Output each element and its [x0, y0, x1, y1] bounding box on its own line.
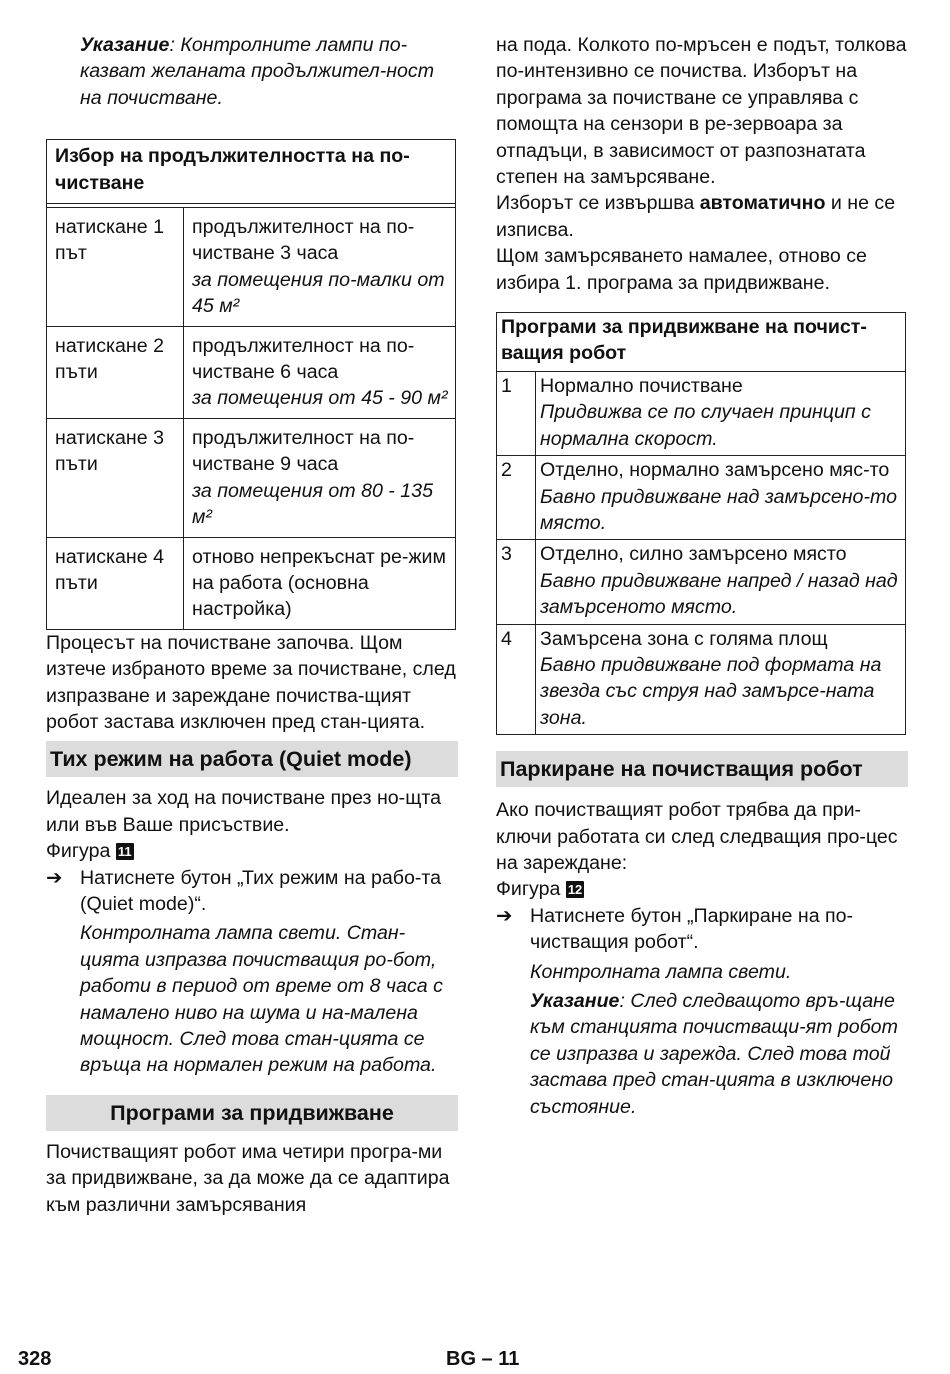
- duration-text: продължителност на по-чистване 3 часа: [192, 216, 415, 265]
- program-table-header-row: [497, 313, 906, 372]
- auto-bold: автоматично: [699, 192, 826, 215]
- programs-heading: Програми за придвижване: [46, 1095, 458, 1131]
- program-reset-text: Щом замърсяването намалее, отново се избира 1. програма за придвижване.: [496, 245, 867, 294]
- figure-number-badge: 12: [567, 882, 583, 898]
- room-size-text: за помещения от 80 - 135 м²: [192, 479, 433, 529]
- duration-cell: [184, 326, 456, 418]
- program-cell: [536, 456, 906, 540]
- programs-continued-text: на пода. Колкото по-мръсен е подът, толкова по-интензивно се почиства. Изборът на програма за почистване се управлява с помощта на сензори в ре-зервоара за отпадъци, в зависимост от разпознатата степен на замърсяване.: [496, 34, 907, 189]
- duration-table-header-row: [47, 140, 456, 204]
- page-code: BG – 11: [446, 1348, 520, 1370]
- duration-table: [46, 139, 456, 630]
- press-count: натискане 2 пъти: [47, 326, 184, 418]
- table-row: [497, 540, 906, 624]
- cleaning-process-text: Процесът на почистване започва. Щом изтече избраното време за почистване, след изпразване и зареждане почиства-щият робот застава изключен пред стан-цията.: [46, 631, 456, 733]
- note-label: Указание: [530, 990, 620, 1012]
- duration-text: продължителност на по-чистване 6 часа: [192, 334, 415, 384]
- table-row: [47, 326, 456, 418]
- left-column: [46, 32, 458, 1218]
- duration-text: продължителност на по-чистване 9 часа: [192, 426, 415, 476]
- auto-pre: Изборът се извършва: [496, 192, 700, 215]
- table-row: [497, 371, 906, 455]
- press-count: натискане 4 пъти: [47, 537, 184, 629]
- program-table-header: Програми за придвижване на почист-ващия робот: [497, 313, 906, 372]
- duration-cell: [184, 208, 456, 327]
- parking-figure-ref: [496, 876, 908, 902]
- arrow-right-icon: ➔: [46, 866, 63, 889]
- program-cell: [536, 371, 906, 455]
- program-number: 3: [497, 540, 536, 624]
- duration-note: [46, 32, 458, 111]
- quiet-figure-ref: [46, 838, 458, 864]
- parking-intro: Ако почистващият робот трябва да при-ключи работата си след следващия про-цес на зареждане:: [496, 799, 898, 874]
- program-title: Замърсена зона с голяма площ: [540, 627, 828, 650]
- parking-heading: Паркиране на почистващия робот: [496, 751, 908, 787]
- program-desc: Бавно придвижване напред / назад над замърсеното място.: [540, 569, 898, 619]
- program-table: [496, 312, 906, 735]
- table-row: [47, 208, 456, 327]
- table-row: [47, 537, 456, 629]
- press-count: натискане 3 пъти: [47, 418, 184, 537]
- program-cell: [536, 624, 906, 735]
- press-count: натискане 1 път: [47, 208, 184, 327]
- quiet-result: Контролната лампа свети. Стан-цията изпразва почистващия ро-бот, работи в период от време от 8 часа с намалено ниво на шума и на-малена мощност. След това стан-цията се връща на нормален режим на работа.: [80, 922, 443, 1077]
- programs-intro: Почистващият робот има четири програ-ми за придвижване, за да може да се адаптира към различни замърсявания: [46, 1140, 450, 1216]
- quiet-step: [46, 865, 458, 918]
- program-desc: Придвижва се по случаен принцип с нормална скорост.: [540, 401, 871, 450]
- quiet-step-text: Натиснете бутон „Тих режим на рабо-та (Quiet mode)“.: [80, 866, 442, 915]
- figure-number-badge: 11: [117, 844, 132, 860]
- room-size-text: за помещения от 45 - 90 м²: [192, 387, 448, 410]
- auto-post: и не се изписва.: [496, 192, 896, 241]
- parking-result: Контролната лампа свети.: [530, 960, 792, 983]
- table-row: [497, 624, 906, 735]
- note-text: : Контролните лампи по-казват желаната продължител-ност на почистване.: [80, 34, 435, 109]
- quiet-mode-intro: Идеален за ход на почистване през но-щта или във Ваше присъствие.: [46, 787, 441, 836]
- figure-label: Фигура: [46, 840, 111, 863]
- duration-cell: [184, 418, 456, 537]
- program-desc: Бавно придвижване под формата на звезда със струя над замърсе-ната зона.: [540, 653, 882, 729]
- program-desc: Бавно придвижване над замърсено-то място.: [540, 485, 897, 534]
- arrow-right-icon: ➔: [496, 904, 513, 927]
- program-number: 2: [497, 456, 536, 540]
- parking-step-text: Натиснете бутон „Паркиране на по-чистващия робот“.: [530, 904, 854, 954]
- program-title: Отделно, нормално замърсено мяс-то: [540, 459, 890, 482]
- figure-label: Фигура: [496, 878, 561, 901]
- table-row: [47, 418, 456, 537]
- right-column: [496, 32, 908, 1120]
- automatic-selection-text: [496, 190, 908, 243]
- note-text: : След следващото връ-щане към станцията почистващи-ят робот се изпразва и зарежда. След това той застава пред стан-цията в изключено състояние.: [530, 990, 898, 1118]
- page-number: 328: [18, 1348, 52, 1370]
- parking-note: [496, 988, 908, 1120]
- duration-cell: [184, 537, 456, 629]
- table-row: [497, 456, 906, 540]
- note-label: Указание: [80, 34, 170, 56]
- program-title: Нормално почистване: [540, 374, 743, 397]
- quiet-mode-heading: Тих режим на работа (Quiet mode): [46, 741, 458, 777]
- program-number: 1: [497, 371, 536, 455]
- program-cell: [536, 540, 906, 624]
- duration-table-header: Избор на продължителността на по-чистване: [47, 140, 456, 204]
- program-title: Отделно, силно замърсено място: [540, 543, 847, 566]
- room-size-text: за помещения по-малки от 45 м²: [192, 268, 445, 318]
- parking-step: [496, 903, 908, 956]
- duration-text: отново непрекъснат ре-жим на работа (основна настройка): [192, 545, 446, 621]
- program-number: 4: [497, 624, 536, 735]
